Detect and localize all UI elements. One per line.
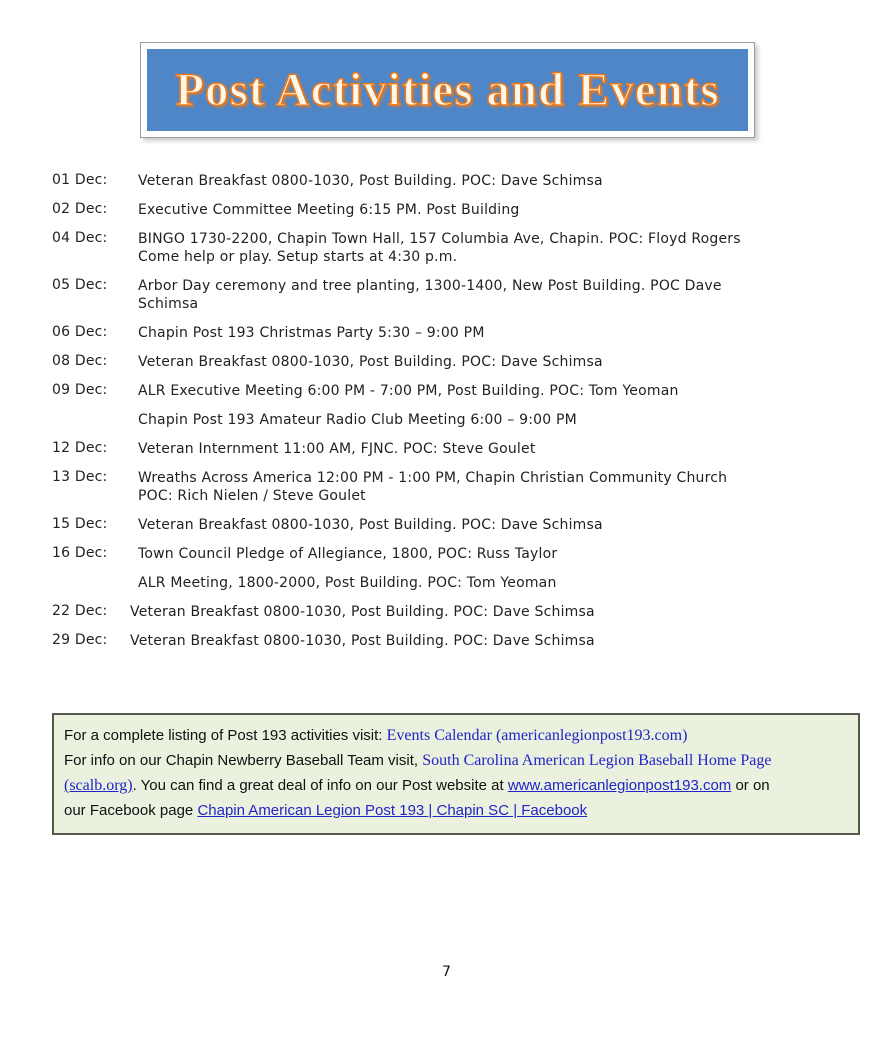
event-description [130,632,864,650]
event-date: 02 Dec: [52,201,108,217]
event-date: 16 Dec: [52,545,108,561]
event-description [138,440,864,458]
event-line: Arbor Day ceremony and tree planting, 1300-1400, New Post Building. POC Dave [138,278,722,294]
event-row [52,382,864,400]
event-date: 13 Dec: [52,469,108,485]
events-calendar-link[interactable]: Events Calendar (americanlegionpost193.com) [386,727,688,744]
event-line: ALR Meeting, 1800-2000, Post Building. POC: Tom Yeoman [138,575,557,591]
event-line: Veteran Breakfast 0800-1030, Post Building. POC: Dave Schimsa [138,354,603,370]
event-date [52,411,138,429]
event-line: Executive Committee Meeting 6:15 PM. Post Building [138,202,520,218]
event-row [52,324,864,342]
event-row-continuation [52,574,864,592]
info-text: For a complete listing of Post 193 activities visit: [64,727,387,744]
event-date: 06 Dec: [52,324,108,340]
scalb-org-link[interactable]: (scalb.org) [64,777,133,794]
event-date: 29 Dec: [52,632,108,648]
event-date: 08 Dec: [52,353,108,369]
event-line: Veteran Breakfast 0800-1030, Post Building. POC: Dave Schimsa [130,604,595,620]
event-line: Wreaths Across America 12:00 PM - 1:00 PM, Chapin Christian Community Church [138,470,728,486]
event-row [52,440,864,458]
event-date: 01 Dec: [52,172,108,188]
event-date: 12 Dec: [52,440,108,456]
event-line: Chapin Post 193 Amateur Radio Club Meeting 6:00 – 9:00 PM [138,412,577,428]
event-date: 22 Dec: [52,603,108,619]
event-date [52,574,138,592]
event-description [138,277,864,313]
event-line: Come help or play. Setup starts at 4:30 p.m. [138,249,458,265]
event-line: Veteran Breakfast 0800-1030, Post Building. POC: Dave Schimsa [138,173,603,189]
sc-baseball-link[interactable]: South Carolina American Legion Baseball Home Page [422,752,772,769]
event-description [138,201,864,219]
event-line: Veteran Internment 11:00 AM, FJNC. POC: Steve Goulet [138,441,536,457]
event-row [52,201,864,219]
event-description [138,469,864,505]
event-row [52,277,864,313]
event-description [138,353,864,371]
event-line: Town Council Pledge of Allegiance, 1800, POC: Russ Taylor [138,546,558,562]
event-line: Veteran Breakfast 0800-1030, Post Building. POC: Dave Schimsa [138,517,603,533]
event-description [130,603,864,621]
event-description [138,324,864,342]
event-row [52,172,864,190]
event-description [138,574,864,592]
event-line: Chapin Post 193 Christmas Party 5:30 – 9:00 PM [138,325,485,341]
event-date: 04 Dec: [52,230,108,246]
info-text: For info on our Chapin Newberry Baseball Team visit, [64,752,423,769]
event-row [52,230,864,266]
info-text: our Facebook page [64,802,198,819]
event-line: Schimsa [138,296,199,312]
event-description [138,545,864,563]
info-text: . You can find a great deal of info on our Post website at [132,777,508,794]
event-row [52,469,864,505]
event-line: BINGO 1730-2200, Chapin Town Hall, 157 Columbia Ave, Chapin. POC: Floyd Rogers [138,231,741,247]
banner-title: Post Activities and Events [175,64,720,116]
event-description [138,230,864,266]
info-box [52,713,860,835]
facebook-page-link[interactable]: Chapin American Legion Post 193 | Chapin SC | Facebook [197,802,588,819]
event-line: POC: Rich Nielen / Steve Goulet [138,488,366,504]
event-description [138,172,864,190]
event-row [52,632,864,650]
event-description [138,411,864,429]
event-description [138,516,864,534]
event-row [52,516,864,534]
event-row [52,603,864,621]
event-row [52,545,864,563]
event-line: ALR Executive Meeting 6:00 PM - 7:00 PM, Post Building. POC: Tom Yeoman [138,383,679,399]
event-date: 15 Dec: [52,516,108,532]
event-row [52,353,864,371]
event-description [138,382,864,400]
post-website-link[interactable]: www.americanlegionpost193.com [507,777,732,794]
info-text: or on [731,777,770,794]
banner-blue-panel [147,49,748,131]
event-row-continuation [52,411,864,429]
event-date: 05 Dec: [52,277,108,293]
banner-image [140,42,755,138]
page-number: 7 [442,964,451,980]
event-line: Veteran Breakfast 0800-1030, Post Building. POC: Dave Schimsa [130,633,595,649]
events-list [52,172,864,661]
event-date: 09 Dec: [52,382,108,398]
